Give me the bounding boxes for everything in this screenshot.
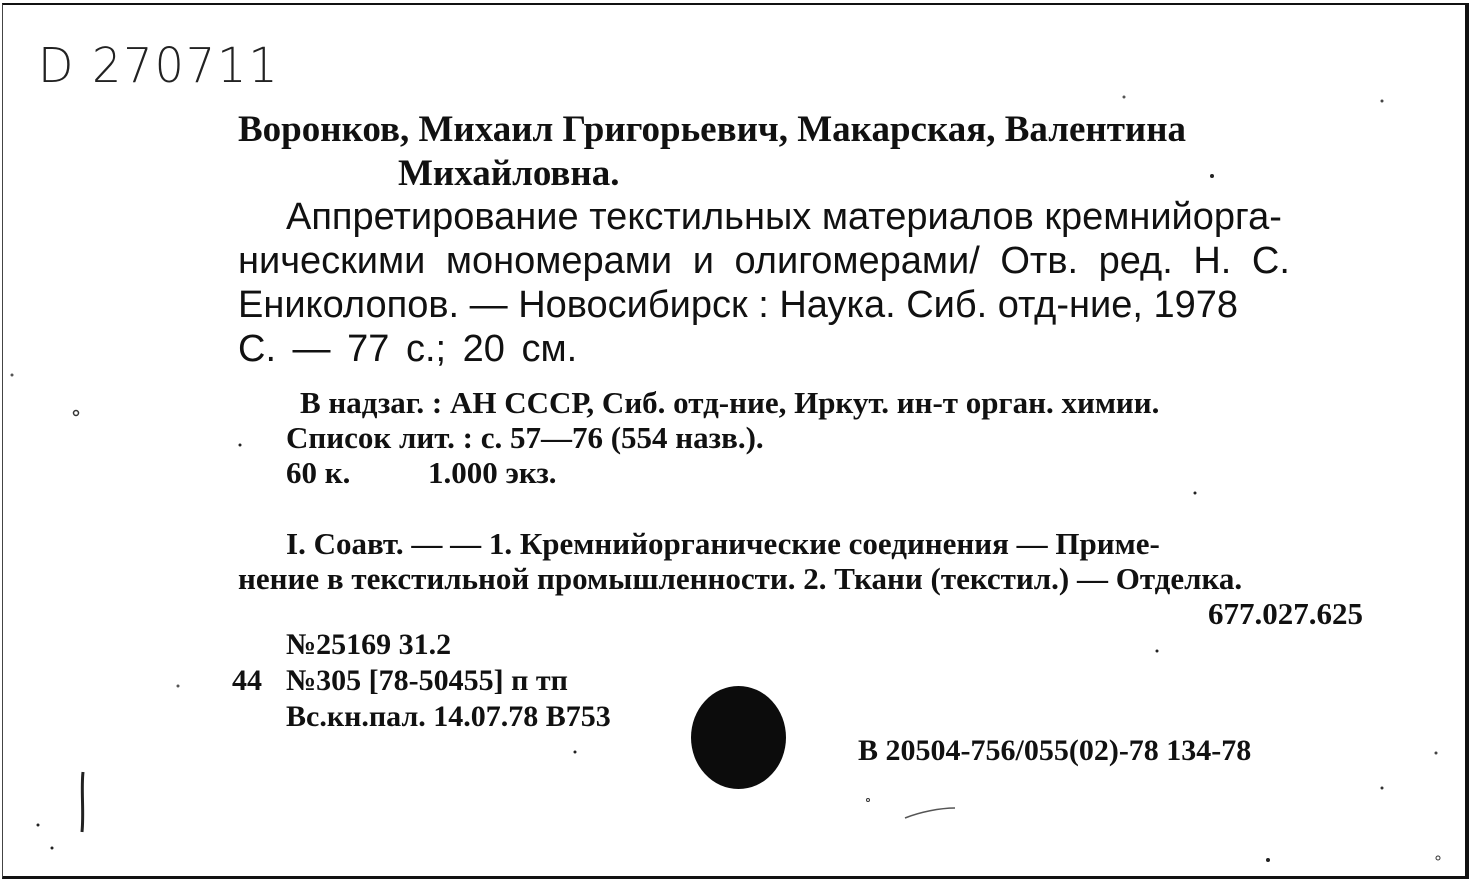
- title-line-4: С. — 77 с.; 20 см.: [238, 328, 578, 370]
- classification-line-1: I. Соавт. — — 1. Кремнийорганические соединения — Приме-: [286, 526, 1160, 561]
- udc-number: 677.027.625: [1208, 596, 1363, 631]
- registration-line-3: Вс.кн.пал. 14.07.78 В753: [286, 700, 611, 733]
- copies-count: 1.000 экз.: [428, 455, 557, 490]
- price: 60 к.: [286, 455, 351, 490]
- registration-line-1: №25169 31.2: [286, 628, 452, 661]
- notes-line-1: В надзаг. : АН СССР, Сиб. отд-ние, Иркут. ин-т орган. химии.: [300, 385, 1160, 420]
- authors-line-1: Воронков, Михаил Григорьевич, Макарская, Валентина: [238, 109, 1187, 150]
- classification-line-2: нение в текстильной промышленности. 2. Ткани (текстил.) — Отделка.: [238, 561, 1243, 596]
- registration-prefix: 44: [232, 664, 262, 697]
- handwritten-accession-number: D 270711: [38, 36, 280, 94]
- notes-line-2: Список лит. : с. 57—76 (554 назв.).: [286, 420, 764, 455]
- title-line-3: Ениколопов. — Новосибирск : Наука. Сиб. отд-ние, 1978: [238, 284, 1239, 326]
- publisher-code: В 20504-756/055(02)-78 134-78: [858, 734, 1252, 767]
- registration-line-2: №305 [78-50455] п тп: [286, 664, 568, 697]
- authors-line-2: Михайловна.: [398, 153, 620, 194]
- title-line-2: ническими мономерами и олигомерами/ Отв. ред. Н. С.: [238, 240, 1290, 282]
- title-line-1: Аппретирование текстильных материалов кремнийорга-: [286, 196, 1282, 238]
